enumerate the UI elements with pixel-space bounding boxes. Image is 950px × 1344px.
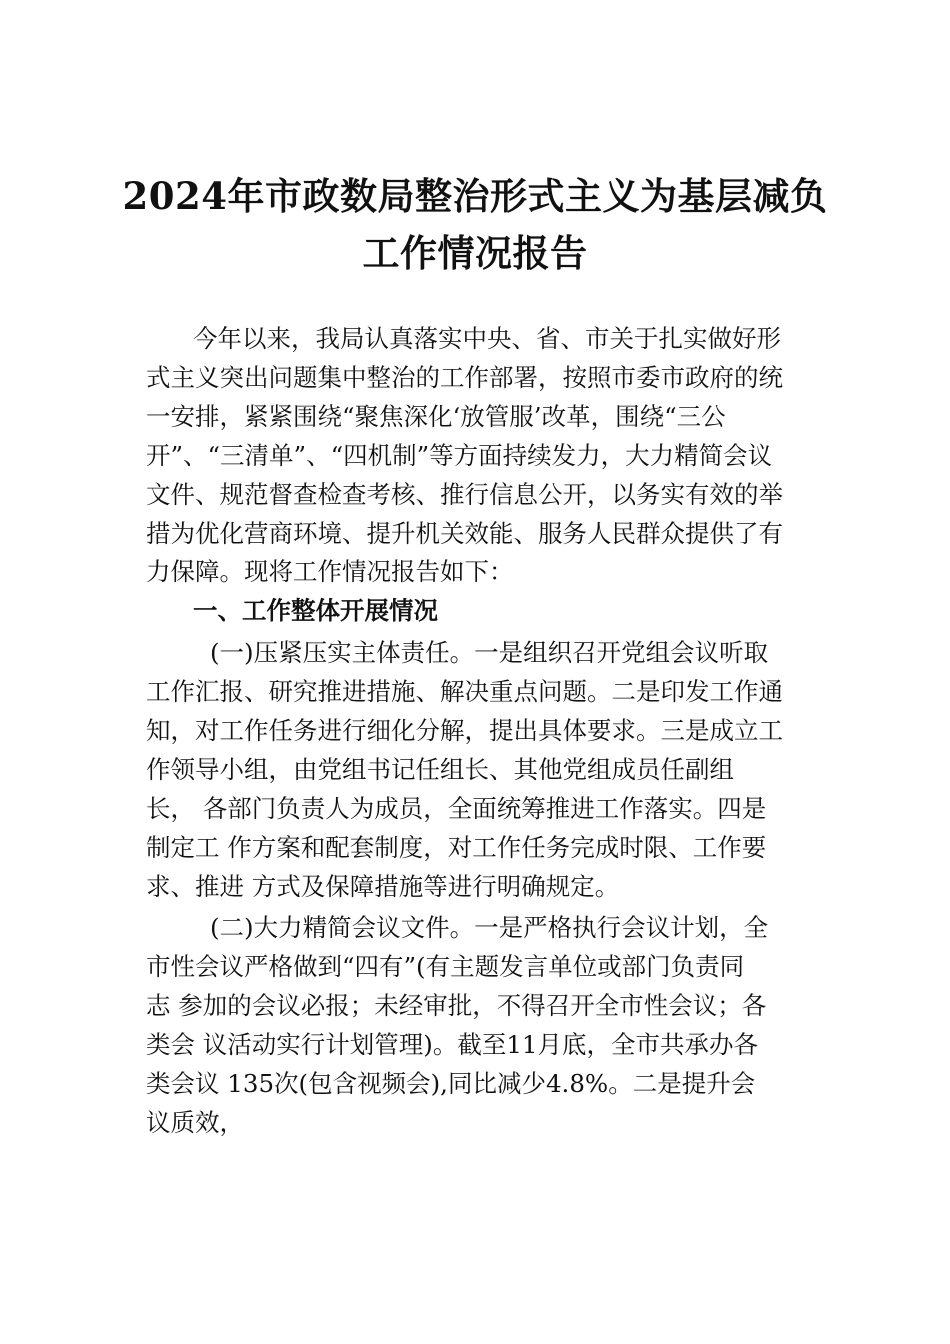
intro-line: 一安排，紧紧围绕“聚焦深化‘放管服’改革，围绕“三公 — [146, 402, 726, 431]
paragraph-line: 市性会议严格做到“四有”(有主题发言单位或部门负责同 — [146, 952, 745, 981]
intro-line: 式主义突出问题集中整治的工作部署，按照市委市政府的统 — [146, 363, 783, 392]
paragraph-line: 作领导小组，由党组书记任组长、其他党组成员任副组 — [146, 755, 734, 784]
paragraph-line: 类会 议活动实行计划管理)。截至11月底，全市共承办各 — [146, 1030, 759, 1059]
intro-line: 开”、“三清单”、“四机制”等方面持续发力，大力精简会议 — [146, 441, 773, 470]
paragraph-line: 类会议 135次(包含视频会),同比减少4.8%。二是提升会 — [146, 1069, 756, 1098]
paragraph-line: 志 参加的会议必报；未经审批，不得召开全市性会议；各 — [146, 991, 767, 1020]
intro-line: 今年以来，我局认真落实中央、省、市关于扎实做好形 — [193, 324, 781, 353]
paragraph-line: 知，对工作任务进行细化分解，提出具体要求。三是成立工 — [146, 716, 783, 745]
paragraph-line: (一)压紧压实主体责任。一是组织召开党组会议听取 — [210, 638, 769, 667]
paragraph-line: 求、推进 方式及保障措施等进行明确规定。 — [146, 872, 620, 901]
paragraph-line: 长， 各部门负责人为成员，全面统筹推进工作落实。四是 — [146, 794, 767, 823]
document-title-line-2: 工作情况报告 — [362, 231, 588, 275]
intro-line: 力保障。现将工作情况报告如下： — [146, 557, 514, 586]
document-title-line-1: 2024年市政数局整治形式主义为基层减负 — [122, 174, 828, 218]
paragraph-line: (二)大力精简会议文件。一是严格执行会议计划，全 — [210, 913, 769, 942]
section-heading: 一、工作整体开展情况 — [193, 596, 438, 625]
paragraph-line: 工作汇报、研究推进措施、解决重点问题。二是印发工作通 — [146, 677, 783, 706]
intro-line: 措为优化营商环境、提升机关效能、服务人民群众提供了有 — [146, 519, 783, 548]
paragraph-line: 议质效， — [146, 1108, 244, 1137]
paragraph-line: 制定工 作方案和配套制度，对工作任务完成时限、工作要 — [146, 833, 767, 862]
intro-line: 文件、规范督查检查考核、推行信息公开，以务实有效的举 — [146, 480, 783, 509]
